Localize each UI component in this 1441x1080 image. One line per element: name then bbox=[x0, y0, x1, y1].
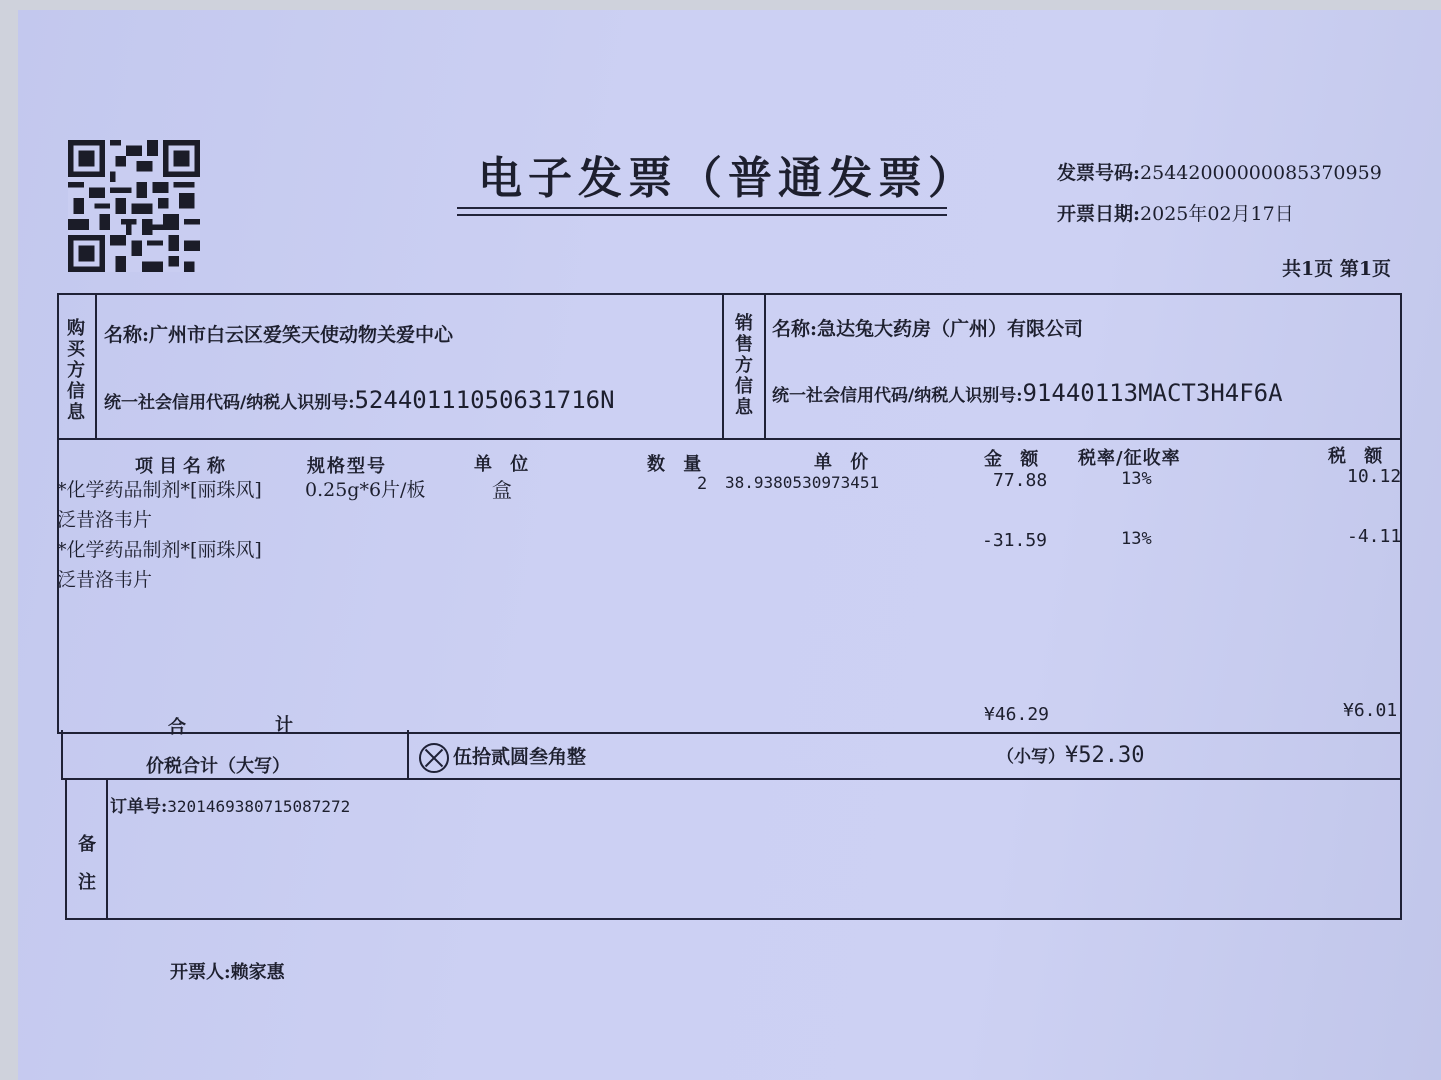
cross-circle-icon bbox=[419, 743, 449, 773]
col-price-header: 单 价 bbox=[814, 452, 875, 473]
col-amount-header: 金 额 bbox=[984, 449, 1045, 470]
party-divider bbox=[57, 438, 1400, 440]
remarks-label: 备 注 bbox=[78, 834, 96, 893]
issuer bbox=[170, 958, 285, 984]
item-name-line1: *化学药品制剂*[丽珠风] bbox=[57, 539, 262, 561]
item-name-line2: 泛昔洛韦片 bbox=[57, 509, 153, 531]
total-label-he: 合 bbox=[168, 717, 192, 738]
item-amount: -31.59 bbox=[982, 530, 1048, 551]
col-tax-header: 税 额 bbox=[1328, 446, 1389, 467]
issuer-label: 开票人: bbox=[170, 962, 231, 983]
order-number-label: 订单号: bbox=[110, 797, 168, 817]
item-name-line1: *化学药品制剂*[丽珠风] bbox=[57, 479, 262, 501]
seller-name-label: 名称: bbox=[772, 318, 818, 340]
order-number-value: 3201469380715087272 bbox=[167, 797, 351, 816]
col-rate-header: 税率/征收率 bbox=[1078, 448, 1181, 469]
total-tax: ¥6.01 bbox=[1343, 700, 1398, 721]
item-unit: 盒 bbox=[492, 478, 512, 502]
col-item-header: 项目名称 bbox=[135, 456, 231, 477]
issue-date-label: 开票日期: bbox=[1057, 203, 1141, 225]
grand-total-small-label: （小写） bbox=[997, 747, 1065, 767]
buyer-tax-id-value: 52440111050631716N bbox=[354, 386, 615, 414]
buyer-tax-id-label: 统一社会信用代码/纳税人识别号: bbox=[104, 393, 355, 413]
grand-total-divider bbox=[407, 730, 409, 780]
page-info: 共1页 第1页 bbox=[1282, 258, 1392, 280]
total-label-ji: 计 bbox=[275, 715, 299, 736]
seller-name bbox=[772, 314, 1083, 341]
item-rate: 13% bbox=[1121, 529, 1152, 549]
seller-section-label: 销 售 方 信 息 bbox=[735, 313, 753, 418]
buyer-name-label: 名称: bbox=[104, 324, 150, 346]
col-unit-header: 单 位 bbox=[474, 454, 535, 475]
seller-tax-id bbox=[772, 379, 1283, 407]
seller-name-value: 急达兔大药房（广州）有限公司 bbox=[817, 318, 1084, 340]
grand-total-small-value: ¥52.30 bbox=[1065, 743, 1145, 768]
grand-total-small bbox=[997, 742, 1144, 768]
buyer-label-divider bbox=[95, 293, 97, 439]
title-underline bbox=[457, 207, 947, 209]
item-tax: 10.12 bbox=[1347, 466, 1402, 487]
col-qty-header: 数 量 bbox=[647, 454, 708, 475]
title-underline-2 bbox=[457, 214, 947, 216]
grand-total-words bbox=[419, 742, 586, 773]
buyer-name-value: 广州市白云区爱笑天使动物关爱中心 bbox=[149, 324, 454, 346]
invoice-title: 电子发票（普通发票） bbox=[478, 153, 978, 204]
buyer-tax-id bbox=[104, 386, 615, 414]
invoice-number bbox=[1057, 158, 1382, 185]
col-spec-header: 规格型号 bbox=[307, 456, 387, 477]
invoice-number-value: 25442000000085370959 bbox=[1140, 162, 1382, 184]
order-number bbox=[110, 792, 350, 817]
seller-tax-id-label: 统一社会信用代码/纳税人识别号: bbox=[772, 386, 1023, 406]
issue-date bbox=[1057, 199, 1294, 226]
seller-label-divider bbox=[764, 293, 766, 439]
issue-date-value: 2025年02月17日 bbox=[1140, 203, 1294, 225]
invoice-number-label: 发票号码: bbox=[1057, 162, 1141, 184]
total-amount: ¥46.29 bbox=[984, 704, 1050, 725]
item-qty: 2 bbox=[697, 474, 708, 494]
remarks-divider bbox=[106, 780, 108, 920]
grand-total-words-value: 伍拾贰圆叁角整 bbox=[453, 746, 587, 768]
item-amount: 77.88 bbox=[993, 470, 1048, 491]
buyer-name bbox=[104, 320, 453, 347]
seller-tax-id-value: 91440113MACT3H4F6A bbox=[1022, 379, 1283, 407]
main-table-frame bbox=[57, 293, 1402, 734]
item-spec: 0.25g*6片/板 bbox=[305, 479, 426, 501]
buyer-section-label: 购 买 方 信 息 bbox=[67, 318, 85, 423]
qr-code-icon bbox=[68, 140, 200, 272]
buyer-seller-divider bbox=[722, 293, 724, 439]
item-name-line2: 泛昔洛韦片 bbox=[57, 569, 153, 591]
item-tax: -4.11 bbox=[1347, 526, 1402, 547]
grand-total-label: 价税合计（大写） bbox=[146, 756, 290, 777]
item-rate: 13% bbox=[1121, 469, 1152, 489]
item-price: 38.9380530973451 bbox=[725, 473, 880, 492]
issuer-name: 赖家惠 bbox=[230, 962, 285, 983]
